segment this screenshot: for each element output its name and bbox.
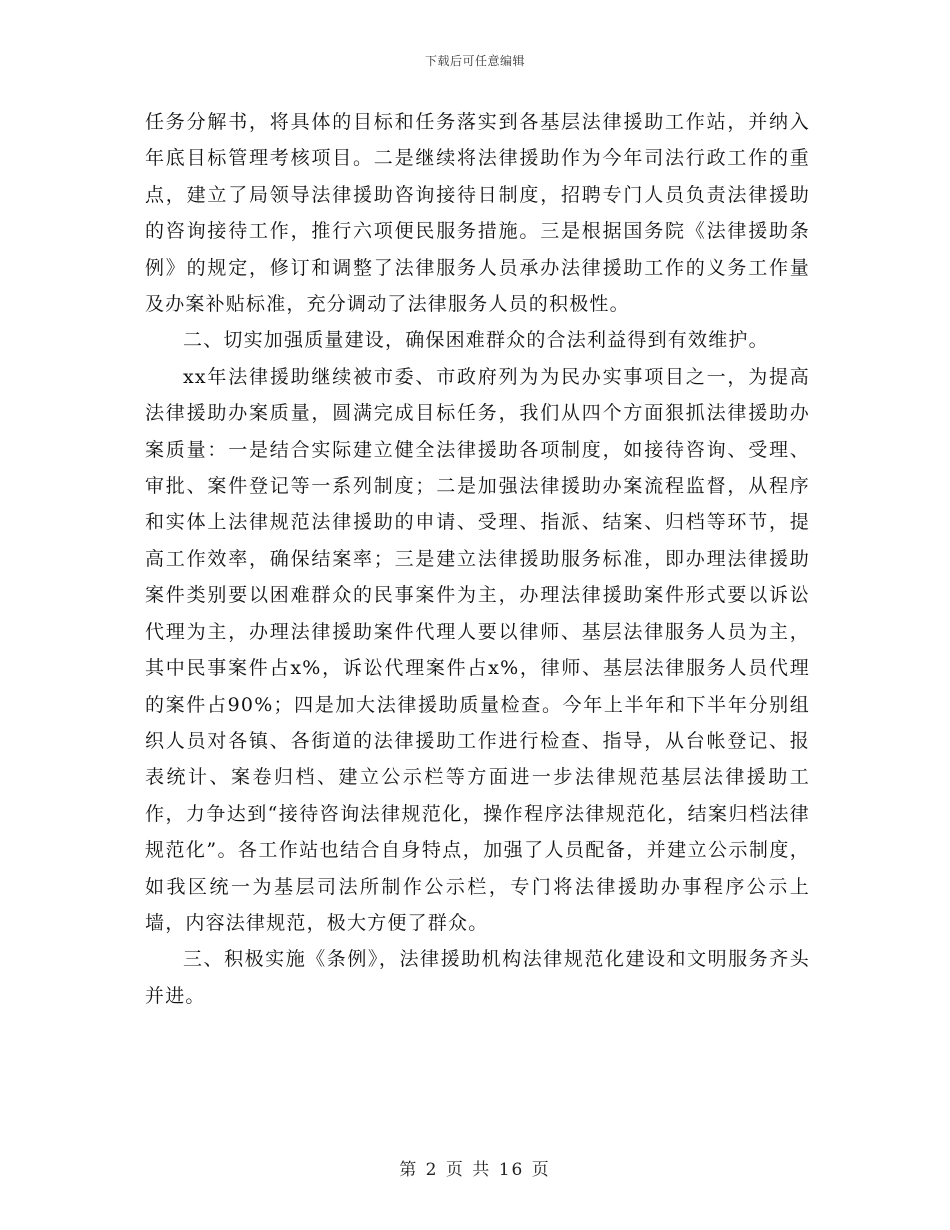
paragraph-continuation: 任务分解书，将具体的目标和任务落实到各基层法律援助工作站，并纳入年底目标管理考核项目。二是继续将法律援助作为今年司法行政工作的重点，建立了局领导法律援助咨询接待日制度，招聘专门人员负责法律援助的咨询接待工作，推行六项便民服务措施。三是根据国务院《法律援助条例》的规定，修订和调整了法律服务人员承办法律援助工作的义务工作量及办案补贴标准，充分调动了法律服务人员的积极性。 [145, 111, 810, 316]
section-heading-three: 三、积极实施《条例》，法律援助机构法律规范化建设和文明服务齐头并进。 [145, 948, 810, 1007]
section-heading-two: 二、切实加强质量建设，确保困难群众的合法利益得到有效维护。 [183, 329, 769, 352]
page-number-footer: 第 2 页 共 16 页 [399, 1160, 551, 1180]
page-header: 下载后可任意编辑 [424, 54, 525, 68]
paragraph-quality-construction: xx年法律援助继续被市委、市政府列为为民办实事项目之一，为提高法律援助办案质量，圆满完成目标任务，我们从四个方面狠抓法律援助办案质量：一是结合实际建立健全法律援助各项制度，如接待咨询、受理、审批、案件登记等一系列制度；二是加强法律援助办案流程监督，从程序和实体上法律规范法律援助的申请、受理、指派、结案、归档等环节，提高工作效率，确保结案率；三是建立法律援助服务标准，即办理法律援助案件类别要以困难群众的民事案件为主，办理法律援助案件形式要以诉讼代理为主，办理法律援助案件代理人要以律师、基层法律服务人员为主，其中民事案件占x%，诉讼代理案件占x%，律师、基层法律服务人员代理的案件占90%；四是加大法律援助质量检查。今年上半年和下半年分别组织人员对各镇、各街道的法律援助工作进行检查、指导，从台帐登记、报表统计、案卷归档、建立公示栏等方面进一步法律规范基层法律援助工作，力争达到“接待咨询法律规范化，操作程序法律规范化，结案归档法律规范化”。各工作站也结合自身特点，加强了人员配备，并建立公示制度，如我区统一为基层司法所制作公示栏，专门将法律援助办事程序公示上墙，内容法律规范，极大方便了群众。 [145, 365, 810, 934]
document-body [145, 104, 810, 1014]
